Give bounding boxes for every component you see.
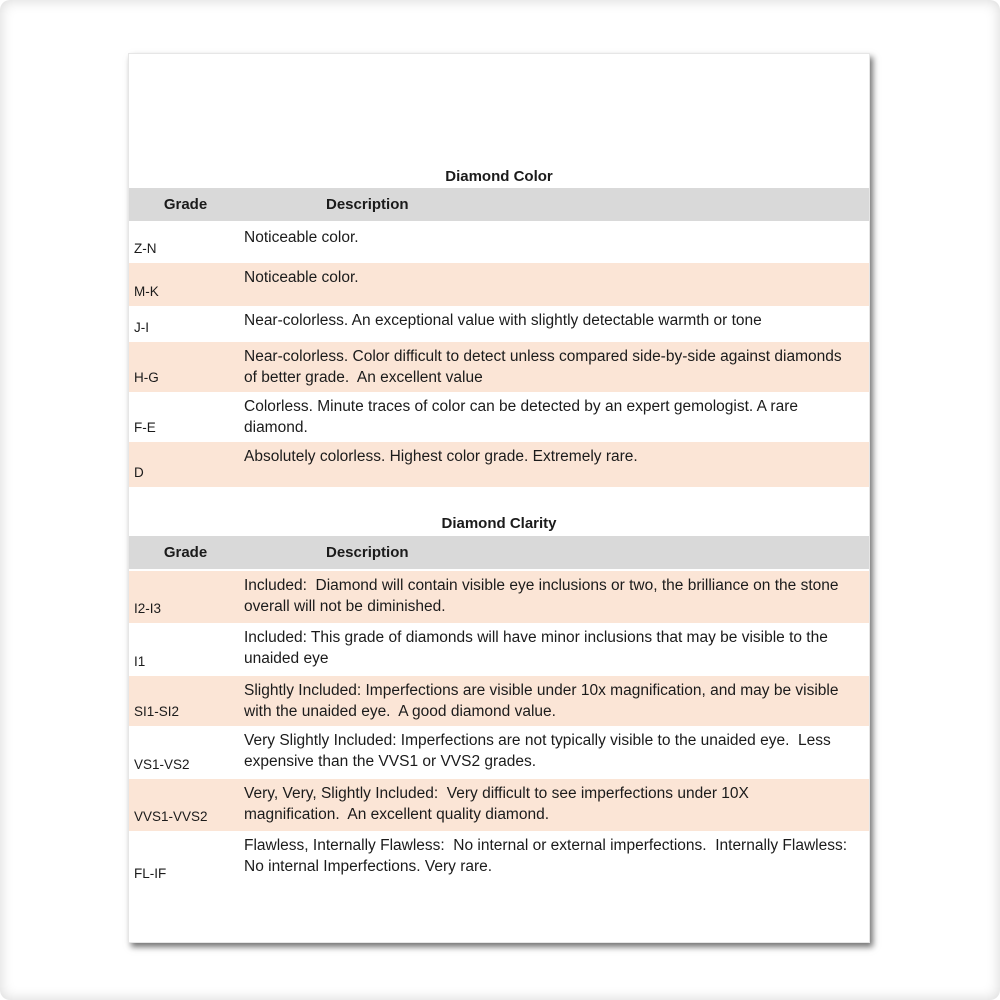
table-row bbox=[129, 306, 869, 342]
description-cell: Very Slightly Included: Imperfections are not typically visible to the unaided eye. Less expensive than the VVS1 or VVS2 grades. bbox=[244, 732, 836, 770]
grade-cell: D bbox=[134, 465, 144, 480]
table-row bbox=[129, 263, 869, 306]
diamond-clarity-table bbox=[129, 536, 869, 888]
document-page bbox=[128, 53, 870, 943]
grade-cell: Z-N bbox=[134, 241, 157, 256]
description-cell: Near-colorless. An exceptional value with slightly detectable warmth or tone bbox=[244, 312, 762, 329]
table-row bbox=[129, 571, 869, 623]
table-row bbox=[129, 223, 869, 263]
description-cell: Included: This grade of diamonds will have minor inclusions that may be visible to the unaided eye bbox=[244, 629, 833, 667]
table-header-row bbox=[129, 536, 869, 571]
description-column-header: Description bbox=[326, 544, 409, 561]
diamond-color-section bbox=[129, 168, 869, 487]
grade-cell: I1 bbox=[134, 654, 146, 669]
description-cell: Noticeable color. bbox=[244, 229, 359, 246]
grade-cell: J-I bbox=[134, 320, 149, 335]
description-cell: Very, Very, Slightly Included: Very difficult to see imperfections under 10X magnification. An excellent quality diamond. bbox=[244, 785, 754, 823]
description-column-header: Description bbox=[326, 196, 409, 213]
grade-cell: F-E bbox=[134, 420, 156, 435]
table-row bbox=[129, 726, 869, 779]
description-cell: Absolutely colorless. Highest color grade. Extremely rare. bbox=[244, 448, 638, 465]
description-cell: Flawless, Internally Flawless: No internal or external imperfections. Internally Flawless: No internal Imperfections. Very rare. bbox=[244, 837, 856, 875]
grade-cell: M-K bbox=[134, 284, 159, 299]
grade-column-header: Grade bbox=[163, 544, 208, 561]
table-row bbox=[129, 342, 869, 392]
grade-cell: SI1-SI2 bbox=[134, 704, 180, 719]
diamond-clarity-section bbox=[129, 515, 869, 888]
grade-cell: I2-I3 bbox=[134, 601, 162, 616]
description-cell: Colorless. Minute traces of color can be detected by an expert gemologist. A rare diamond. bbox=[244, 398, 803, 436]
description-cell: Near-colorless. Color difficult to detect unless compared side-by-side against diamonds of better grade. An excellent value bbox=[244, 348, 846, 386]
table-header-row bbox=[129, 188, 869, 223]
description-cell: Included: Diamond will contain visible eye inclusions or two, the brilliance on the stone overall will not be diminished. bbox=[244, 577, 843, 615]
grade-cell: H-G bbox=[134, 370, 159, 385]
grade-cell: FL-IF bbox=[134, 866, 167, 881]
diamond-color-table bbox=[129, 188, 869, 487]
page-top-margin bbox=[129, 54, 869, 168]
table-row bbox=[129, 392, 869, 442]
diamond-color-title: Diamond Color bbox=[445, 168, 553, 185]
description-cell: Noticeable color. bbox=[244, 269, 359, 286]
table-row bbox=[129, 442, 869, 487]
grade-column-header: Grade bbox=[163, 196, 208, 213]
table-row bbox=[129, 831, 869, 888]
grade-cell: VS1-VS2 bbox=[134, 757, 190, 772]
table-row bbox=[129, 779, 869, 831]
description-cell: Slightly Included: Imperfections are visible under 10x magnification, and may be visible with the unaided eye. A good diamond value. bbox=[244, 682, 843, 720]
diamond-clarity-title: Diamond Clarity bbox=[441, 515, 557, 532]
table-row bbox=[129, 676, 869, 726]
table-row bbox=[129, 623, 869, 676]
grade-cell: VVS1-VVS2 bbox=[134, 809, 208, 824]
